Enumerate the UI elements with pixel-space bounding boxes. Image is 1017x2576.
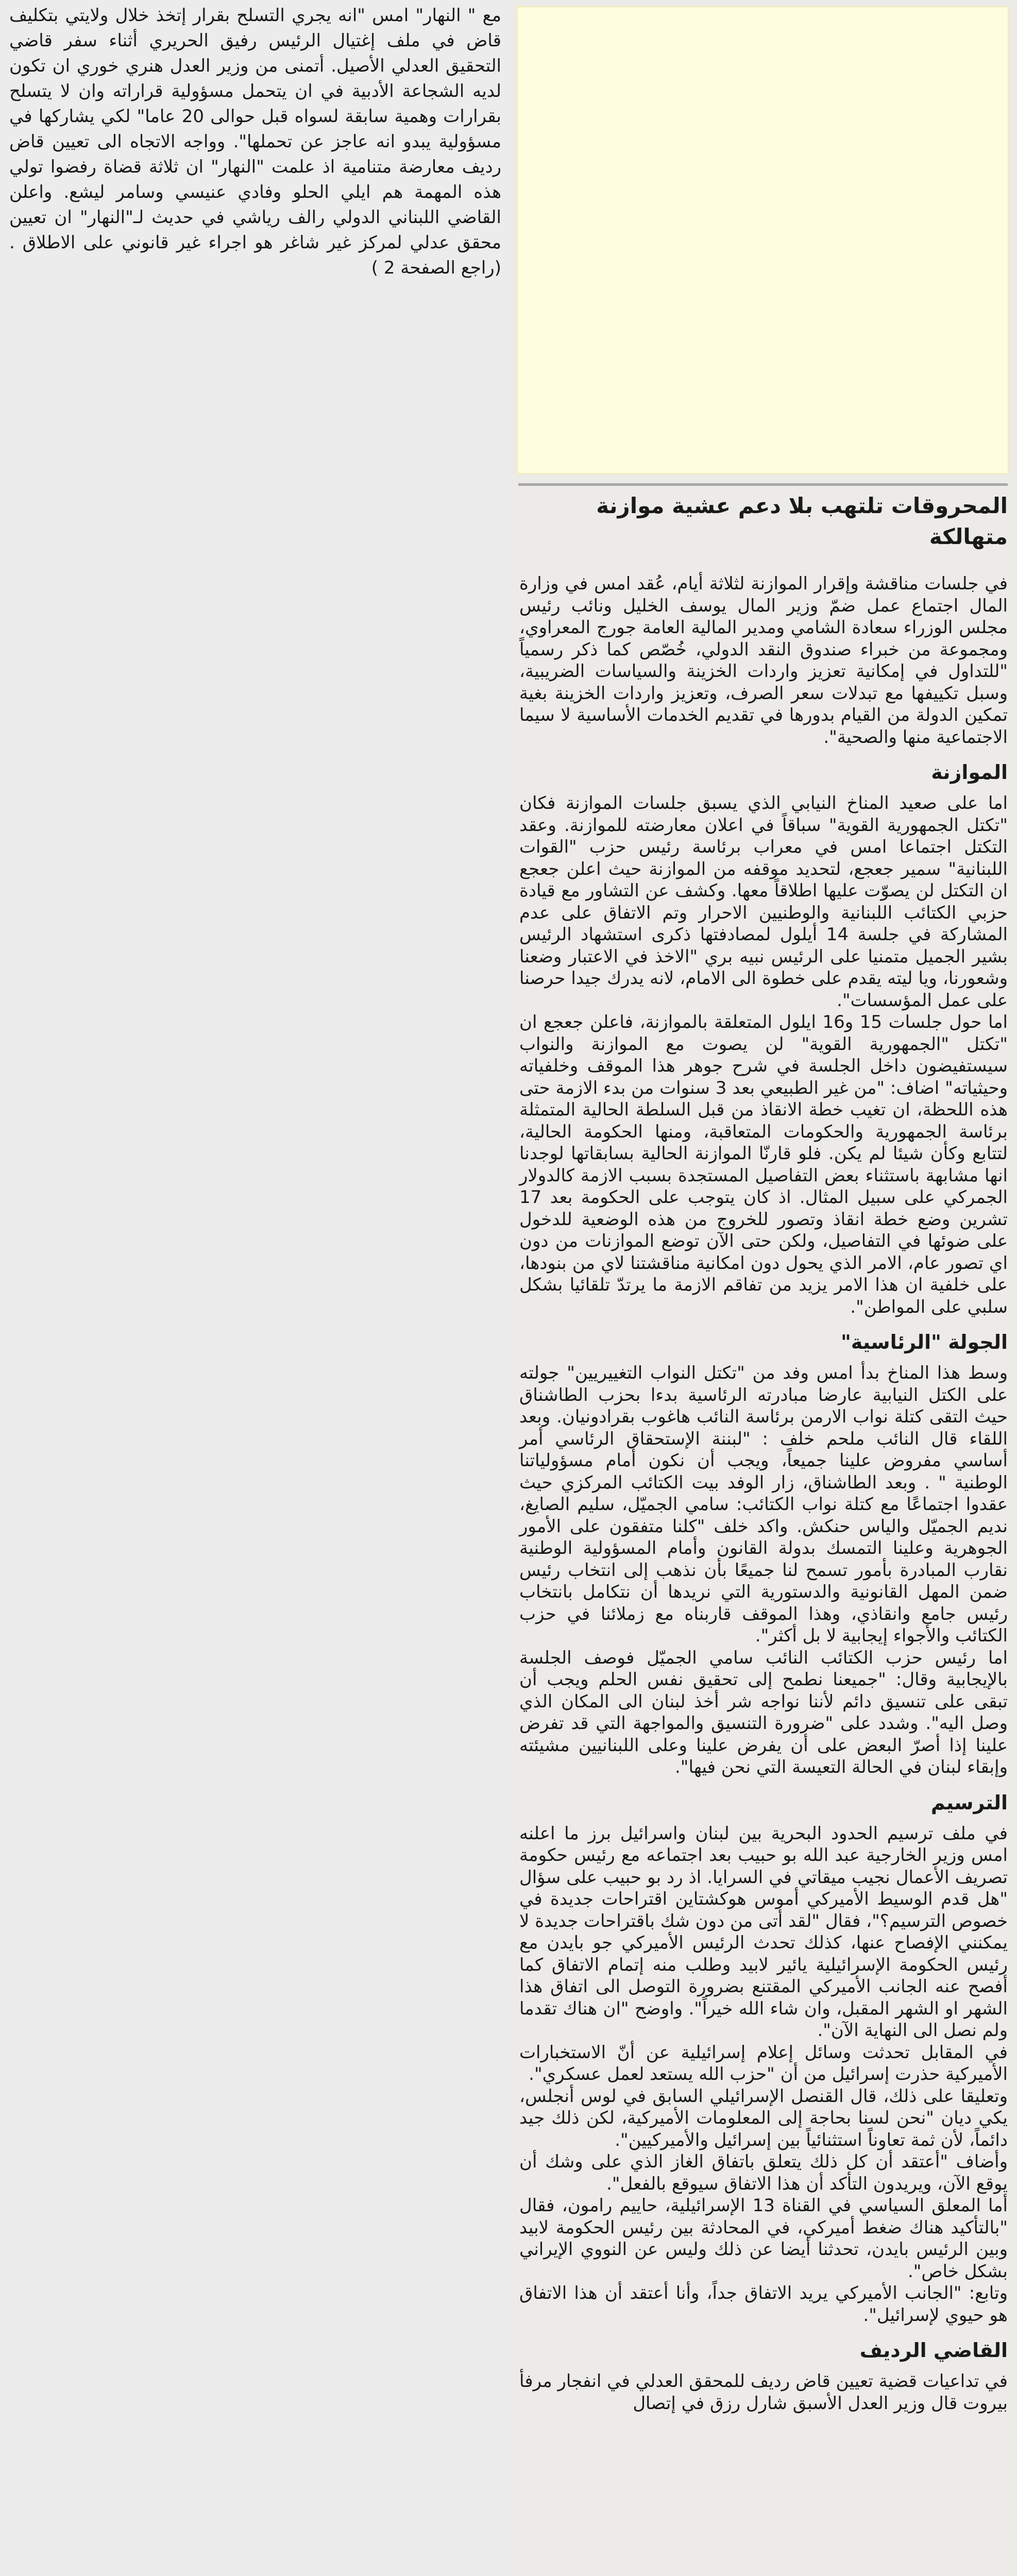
article [519, 490, 1008, 2414]
section-divider [518, 483, 1008, 486]
paragraph: أما المعلق السياسي في القناة 13 الإسرائيلية، حاييم رامون، فقال "بالتأكيد هناك ضغط أميركي، في المحادثة بين رئيس الحكومة لابيد وبين الرئيس بايدن، تحدثنا أيضا عن ذلك وليس عن النووي الإيراني بشكل خاص". [519, 2195, 1008, 2282]
section-heading-demarcation: الترسيم [930, 1791, 1008, 1814]
previous-article-continuation [9, 3, 501, 281]
article-intro: في جلسات مناقشة وإقرار الموازنة لثلاثة أيام، عُقد امس في وزارة المال اجتماع عمل ضمّ وزير المال يوسف الخليل ونائب رئيس مجلس الوزراء سعادة الشامي ومدير المالية العامة جورج المعراوي، ومجموعة من خبراء صندوق النقد الدولي، خُصّص كما ذكر رسمياً "للتداول في إمكانية تعزيز واردات الخزينة والسياسات الضريبية، وسبل تكييفها مع تبدلات سعر الصرف، وتعزيز واردات الخزينة بغية تمكين الدولة من القيام بدورها في تقديم الخدمات الأساسية لا سيما الاجتماعية منها والصحية". [519, 573, 1008, 748]
section-heading-budget: الموازنة [931, 761, 1008, 784]
previous-article-text: مع " النهار" امس "انه يجري التسلح بقرار إتخذ خلال ولايتي بتكليف قاض في ملف إغتيال الرئيس رفيق الحريري أثناء سفر قاضي التحقيق العدلي الأصيل. أتمنى من وزير العدل هنري خوري ان تكون لديه الشجاعة الأدبية في ان يتحمل مسؤولية قراراته وان لا يتسلح بقرارات وهمية سابقة لسواه قبل حوالى 20 عاما" لكي يشاركها في مسؤولية يبدو انه عاجز عن تحملها". وواجه الاتجاه الى تعيين قاض رديف معارضة متنامية اذ علمت "النهار" ان ثلاثة قضاة رفضوا تولي هذه المهمة هم ايلي الحلو وفادي عنيسي وسامر ليشع. واعلن القاضي اللبناني الدولي رالف رياشي في حديث لـ"النهار" ان تعيين محقق عدلي لمركز غير شاغر هو اجراء غير قانوني على الاطلاق . (راجع الصفحة 2 ) [9, 5, 501, 278]
paragraph: اما رئيس حزب الكتائب النائب سامي الجميّل فوصف الجلسة بالإيجابية وقال: "جميعنا نطمح إلى تحقيق نفس الحلم ويجب أن تبقى على تنسيق دائم لأننا نواجه شر أخذ لبنان الى المكان الذي وصل اليه". وشدد على "ضرورة التنسيق والمواجهة التي قد تفرض علينا إذا أصرّ البعض على أن يفرض علينا وعلى اللبنانيين مشيئته وإبقاء لبنان في الحالة التعيسة التي نحن فيها". [519, 1647, 1008, 1777]
paragraph: اما حول جلسات 15 و16 ايلول المتعلقة بالموازنة، فاعلن جعجع ان "تكتل "الجمهورية القوية" لن يصوت مع الموازنة والنواب سيستفيضون داخل الجلسة في شرح جوهر هذا الموقف وخلفياته وحيثياته" اضاف: "من غير الطبيعي بعد 3 سنوات من بدء الازمة حتى هذه اللحظة، ان تغيب خطة الانقاذ من قبل السلطة الحالية المتمثلة برئاسة الجمهورية والحكومات المتعاقبة، ومنها الحكومة الحالية، لتتابع وكأن شيئا لم يكن. فلو قارنّا الموازنة الحالية بسابقاتها لوجدنا انها مشابهة باستثناء بعض التفاصيل المستجدة بسبب الازمة كالدولار الجمركي على سبيل المثال. اذ كان يتوجب على الحكومة بعد 17 تشرين وضع خطة انقاذ وتصور للخروج من هذه الوضعية للدخول على ضوئها في التفاصيل، ولكن حتى الآن توضع الموازنات من دون اي تصور عام، الامر الذي يحول دون امكانية مناقشتنا لاي من بنودها، على خلفية ان هذا الامر يزيد من تفاقم الازمة ما يرتدّ تلقائيا بشكل سلبي على المواطن". [519, 1012, 1008, 1317]
section-heading-deputy-judge: القاضي الرديف [859, 2339, 1008, 2362]
paragraph: في المقابل تحدثت وسائل إعلام إسرائيلية عن أنّ الاستخبارات الأميركية حذرت إسرائيل من أن "حزب الله يستعد لعمل عسكري". [519, 2042, 1008, 2084]
paragraph: وأضاف "أعتقد أن كل ذلك يتعلق باتفاق الغاز الذي على وشك أن يوقع الآن، ويريدون التأكد أن هذا الاتفاق سيوقع بالفعل". [519, 2151, 1008, 2194]
paragraph: في ملف ترسيم الحدود البحرية بين لبنان واسرائيل برز ما اعلنه امس وزير الخارجية عبد الله بو حبيب بعد اجتماعه مع رئيس حكومة تصريف الأعمال نجيب ميقاتي في السرايا. اذ رد بو حبيب على سؤال "هل قدم الوسيط الأميركي أموس هوكشتاين اقتراحات جديدة في خصوص الترسيم؟"، فقال "لقد أتى من دون شك باقتراحات جديدة لا يمكنني الإفصاح عنها، كذلك تحدث الرئيس الأميركي جو بايدن مع رئيس الحكومة الإسرائيلية يائير لابيد وطلب منه إتمام الاتفاق كما أفصح عنه الجانب الأميركي المقتنع بضرورة التوصل الى اتفاق هذا الشهر او الشهر المقبل، وان شاء الله خيراً". واوضح "ان هناك تقدما ولم نصل الى النهاية الآن". [519, 1823, 1008, 2041]
paragraph: وتابع: "الجانب الأميركي يريد الاتفاق جداً، وأنا أعتقد أن هذا الاتفاق هو حيوي لإسرائيل". [519, 2283, 1008, 2326]
paragraph: وسط هذا المناخ بدأ امس وفد من "تكتل النواب التغييريين" جولته على الكتل النيابية عارضا مبادرته الرئاسية بدءا بحزب الطاشناق حيث التقى كتلة نواب الارمن برئاسة النائب هاغوب بقرادونيان. وبعد اللقاء قال النائب ملحم خلف : "لبننة الإستحقاق الرئاسي أمر أساسي مفروض علينا جميعاً، ويجب أن نكون أمام مسؤولياتنا الوطنية " . وبعد الطاشناق، زار الوفد بيت الكتائب المركزي حيث عقدوا اجتماعًا مع كتلة نواب الكتائب: سامي الجميّل، سليم الصايغ، نديم الجميّل والياس حنكش. واكد خلف "كلنا متفقون على الأمور الجوهرية وعلينا التمسك بدولة القانون وأمام المسؤولية الوطنية نقارب المبادرة بأمور تسمح لنا جميعًا بأن نذهب إلى انتخاب رئيس ضمن المهل القانونية والدستورية التي نريدها أن نتكامل بانتخاب رئيس جامع وانقاذي، وهذا الموقف قاربناه مع زملائنا في حزب الكتائب والأجواء إيجابية لا بل أكثر". [519, 1363, 1008, 1646]
paragraph: اما على صعيد المناخ النيابي الذي يسبق جلسات الموازنة فكان "تكتل الجمهورية القوية" سباقاً في اعلان معارضته للموازنة. وعقد التكتل اجتماعا امس في معراب برئاسة رئيس حزب "القوات اللبنانية" سمير جعجع، لتحديد موقفه من الموازنة حيث اعلن جعجع ان التكتل لن يصوّت عليها اطلاقاً معها. وكشف عن التشاور مع قيادة حزبي الكتائب اللبنانية والوطنيين الاحرار وتم الاتفاق على عدم المشاركة في جلسة 14 أيلول لمصادفتها ذكرى استشهاد الرئيس بشير الجميل متمنيا على الرئيس نبيه بري "الاخذ في الاعتبار وضعنا وشعورنا، ويا ليته يقدم على خطوة الى الامام، لانه يدرك جيدا حرصنا على عمل المؤسسات". [519, 793, 1008, 1011]
article-headline: المحروقات تلتهب بلا دعم عشية موازنة متهالكة [596, 493, 1008, 549]
advertisement-placeholder-box [517, 6, 1009, 474]
paragraph: في تداعيات قضية تعيين قاض رديف للمحقق العدلي في انفجار مرفأ بيروت قال وزير العدل الأسبق شارل رزق في إتصال [519, 2371, 1008, 2414]
section-heading-presidential-tour: الجولة "الرئاسية" [840, 1331, 1008, 1353]
paragraph: وتعليقا على ذلك، قال القنصل الإسرائيلي السابق في لوس أنجلس، يكي ديان "نحن لسنا بحاجة إلى المعلومات الأميركية، لكن ذلك جيد دائماً، لأن ثمة تعاوناً استثنائياً بين إسرائيل والأميركيين". [519, 2086, 1008, 2150]
